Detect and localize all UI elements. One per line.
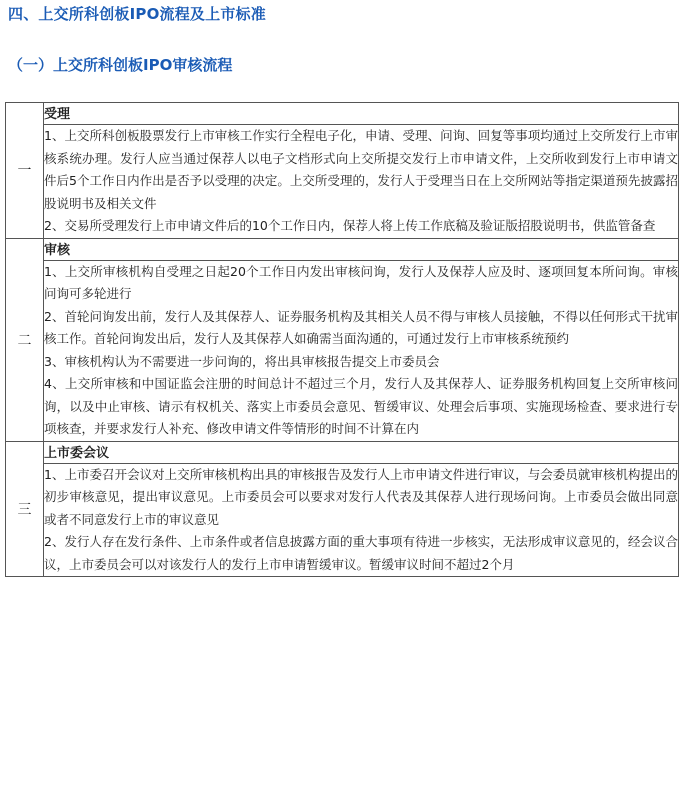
stage-item: 2、首轮问询发出前，发行人及其保荐人、证券服务机构及其相关人员不得与审核人员接触，不得以任何形式干扰审核工作。首轮问询发出后，发行人及其保荐人如确需当面沟通的，可通过发行上市审核系统预约 bbox=[44, 308, 678, 346]
stage-title-row bbox=[6, 441, 679, 463]
subsection-heading: （一）上交所科创板IPO审核流程 bbox=[8, 56, 233, 74]
stage-item: 1、上交所审核机构自受理之日起20个工作日内发出审核问询，发行人及保荐人应及时、逐项回复本所问询。审核问询可多轮进行 bbox=[44, 263, 678, 301]
stage-number: 三 bbox=[6, 441, 44, 577]
stage-number: 一 bbox=[6, 103, 44, 239]
stage-title: 审核 bbox=[44, 238, 679, 260]
stage-item: 2、交易所受理发行上市申请文件后的10个工作日内，保荐人将上传工作底稿及验证版招股说明书，供监管备查 bbox=[44, 218, 656, 233]
section-heading: 四、上交所科创板IPO流程及上市标准 bbox=[8, 5, 266, 23]
stage-item: 3、审核机构认为不需要进一步问询的，将出具审核报告提交上市委员会 bbox=[44, 353, 440, 369]
stage-item: 1、上市委召开会议对上交所审核机构出具的审核报告及发行人上市申请文件进行审议，与会委员就审核机构提出的初步审核意见，提出审议意见。上市委员会可以要求对发行人代表及其保荐人进行现场问询。上市委员会做出同意或者不同意发行上市的审议意见 bbox=[44, 466, 678, 527]
stage-body bbox=[44, 125, 679, 239]
stage-body-row bbox=[6, 125, 679, 239]
stage-item: 2、发行人存在发行条件、上市条件或者信息披露方面的重大事项有待进一步核实，无法形成审议意见的，经会议合议，上市委员会可以对该发行人的发行上市申请暂缓审议。暂缓审议时间不超过2个月 bbox=[44, 534, 678, 572]
stage-body bbox=[44, 260, 679, 441]
stage-body-row bbox=[6, 260, 679, 441]
stage-number: 二 bbox=[6, 238, 44, 441]
stage-body-row bbox=[6, 463, 679, 577]
stage-title: 受理 bbox=[44, 103, 679, 125]
stage-title: 上市委会议 bbox=[44, 441, 679, 463]
stage-item: 1、上交所科创板股票发行上市审核工作实行全程电子化，申请、受理、问询、回复等事项均通过上交所发行上市审核系统办理。发行人应当通过保荐人以电子文档形式向上交所提交发行上市申请文件，上交所收到发行上市申请文件后5个工作日内作出是否予以受理的决定。上交所受理的，发行人于受理当日在上交所网站等指定渠道预先披露招股说明书及相关文件 bbox=[44, 128, 678, 211]
stage-title-row bbox=[6, 238, 679, 260]
ipo-review-process-table bbox=[5, 102, 679, 577]
stage-title-row bbox=[6, 103, 679, 125]
stage-body bbox=[44, 463, 679, 577]
stage-item: 4、上交所审核和中国证监会注册的时间总计不超过三个月，发行人及其保荐人、证券服务机构回复上交所审核问询，以及中止审核、请示有权机关、落实上市委员会意见、暂缓审议、处理会后事项、实施现场检查、要求进行专项核查，并要求发行人补充、修改申请文件等情形的时间不计算在内 bbox=[44, 376, 678, 436]
